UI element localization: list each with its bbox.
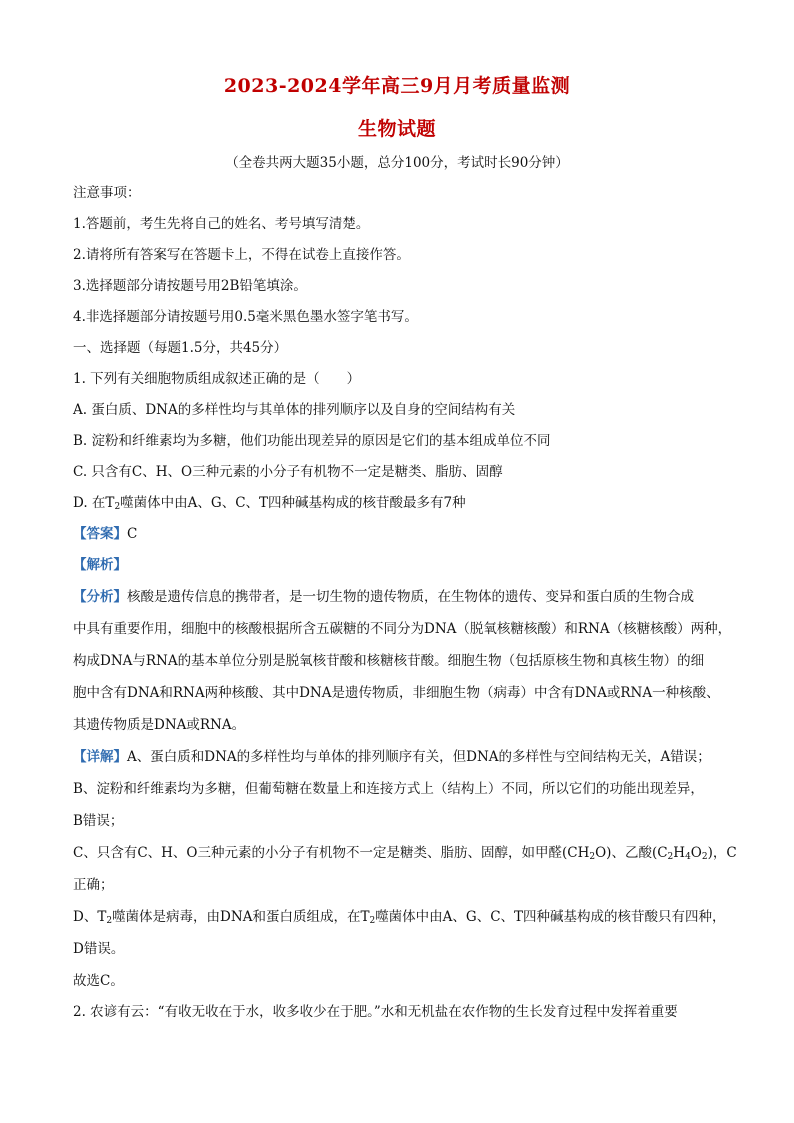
- note-item: 1.答题前，考生先将自己的姓名、考号填写清楚。: [73, 216, 370, 232]
- note-item: 3.选择题部分请按题号用2B铅笔填涂。: [73, 278, 307, 294]
- answer-label: 【答案】: [73, 526, 127, 542]
- detail-b: B、淀粉和纤维素均为多糖，但葡萄糖在数量上和连接方式上（结构上）不同，所以它们的功能出现差异，: [73, 781, 704, 797]
- question-stem: 1. 下列有关细胞物质组成叙述正确的是（ ）: [73, 371, 361, 387]
- section-heading: 一、选择题（每题1.5分，共45分）: [73, 340, 288, 356]
- detail-label: 【详解】: [73, 749, 127, 765]
- detail-c-cont: 正确；: [73, 877, 114, 893]
- detail-a: 【详解】A、蛋白质和DNA的多样性均与单体的排列顺序有关，但DNA的多样性与空间结构无关，A错误；: [73, 749, 711, 765]
- analysis-paragraph: 【分析】核酸是遗传信息的携带者，是一切生物的遗传物质，在生物体的遗传、变异和蛋白质的生物合成: [73, 589, 694, 605]
- analysis-line: 中具有重要作用，细胞中的核酸根据所含五碳糖的不同分为DNA（脱氧核糖核酸）和RNA（核糖核酸）两种，: [73, 621, 732, 637]
- conclusion: 故选C。: [73, 973, 124, 989]
- notes-heading: 注意事项：: [73, 185, 141, 201]
- analysis-label: 【解析】: [73, 557, 127, 573]
- analysis-line: 胞中含有DNA和RNA两种核酸、其中DNA是遗传物质，非细胞生物（病毒）中含有DNA或RNA一种核酸、: [73, 685, 720, 701]
- fenxi-label: 【分析】: [73, 589, 127, 605]
- analysis-line: 构成DNA与RNA的基本单位分别是脱氧核苷酸和核糖核苷酸。细胞生物（包括原核生物和真核生物）的细: [73, 653, 705, 669]
- note-item: 2.请将所有答案写在答题卡上，不得在试卷上直接作答。: [73, 247, 410, 263]
- option-c: C. 只含有C、H、O三种元素的小分子有机物不一定是糖类、脂肪、固醇: [73, 464, 503, 480]
- answer-line: [73, 525, 733, 543]
- option-a: A. 蛋白质、DNA的多样性均与其单体的排列顺序以及自身的空间结构有关: [73, 402, 516, 418]
- detail-c: C、只含有C、H、O三种元素的小分子有机物不一定是糖类、脂肪、固醇，如甲醛$(CH_2O)$、乙酸$(C_2H_4O_2)$，C: [73, 845, 737, 862]
- answer-value: C: [127, 526, 138, 542]
- note-item: 4.非选择题部分请按题号用0.5毫米黑色墨水签字笔书写。: [73, 309, 418, 325]
- option-b: B. 淀粉和纤维素均为多糖，他们功能出现差异的原因是它们的基本组成单位不同: [73, 433, 551, 449]
- analysis-line: 其遗传物质是DNA或RNA。: [73, 717, 246, 733]
- detail-d: D、$T_2$噬菌体是病毒，由DNA和蛋白质组成，在$T_2$噬菌体中由A、G、C、T四种碱基构成的核苷酸只有四种，: [73, 909, 726, 926]
- detail-d-cont: D错误。: [73, 941, 125, 957]
- subject-title: 生物试题: [357, 118, 436, 140]
- exam-info: （全卷共两大题35小题，总分100分，考试时长90分钟）: [225, 155, 569, 171]
- detail-b-cont: B错误；: [73, 813, 124, 829]
- exam-title: 2023-2024学年高三9月月考质量监测: [223, 75, 571, 97]
- option-d: D. 在$T_2$噬菌体中由A、G、C、T四种碱基构成的核苷酸最多有7种: [73, 495, 466, 512]
- question-stem: 2. 农谚有云：“有收无收在于水，收多收少在于肥。”水和无机盐在农作物的生长发育过程中发挥着重要: [73, 1004, 678, 1020]
